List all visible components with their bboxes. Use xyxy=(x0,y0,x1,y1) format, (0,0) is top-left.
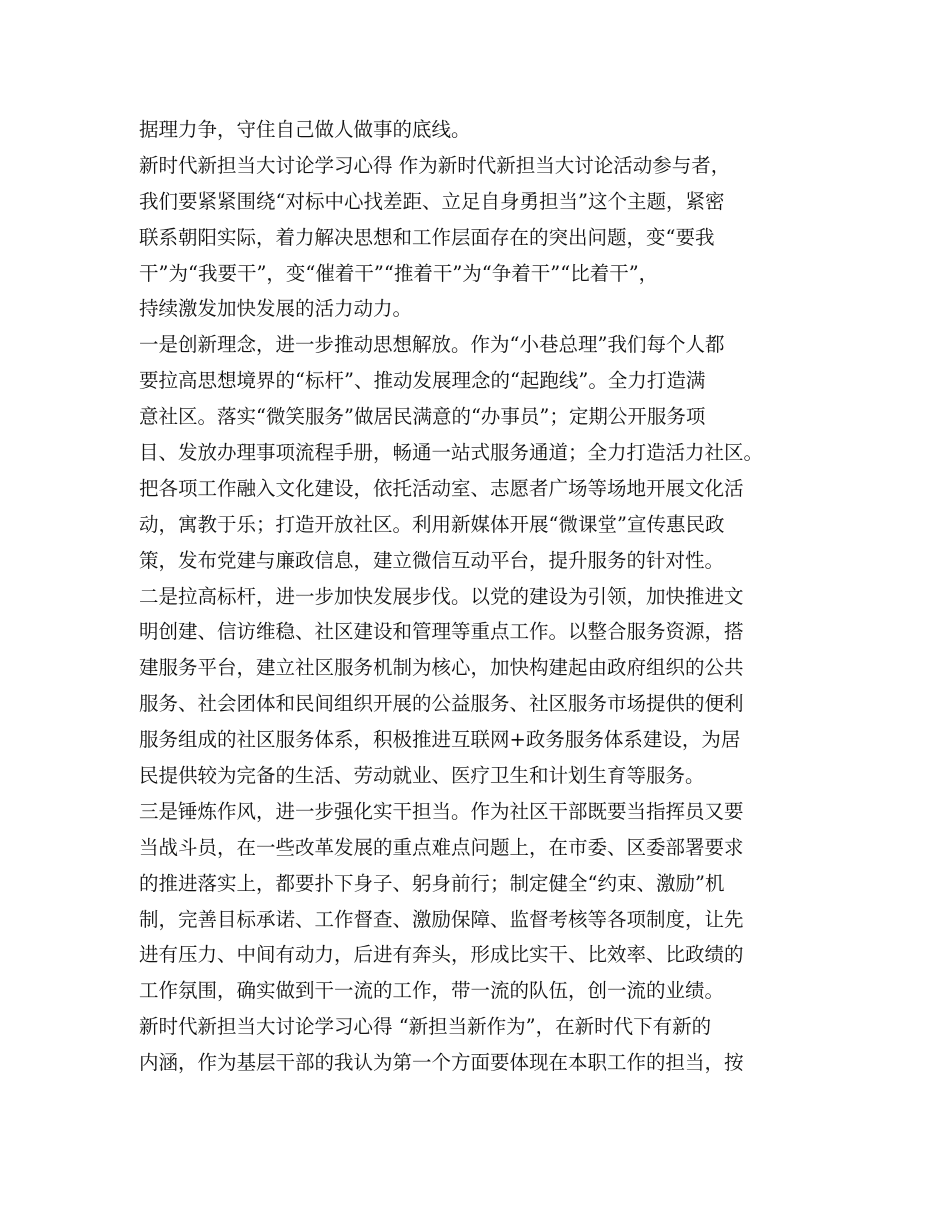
text-line: 二是拉高标杆，进一步加快发展步伐。以党的建设为引领，加快推进文 xyxy=(139,584,744,608)
text-line: 服务、社会团体和民间组织开展的公益服务、社区服务市场提供的便利 xyxy=(139,692,744,716)
text-line: 一是创新理念，进一步推动思想解放。作为“小巷总理”我们每个人都 xyxy=(139,333,725,357)
text-line: 策，发布党建与廉政信息，建立微信互动平台，提升服务的针对性。 xyxy=(139,548,725,572)
text-line: 的推进落实上，都要扑下身子、躬身前行；制定健全“约束、激励”机 xyxy=(139,871,725,895)
document-body xyxy=(139,112,829,1081)
text-line: 新时代新担当大讨论学习心得 “新担当新作为”，在新时代下有新的 xyxy=(139,1015,712,1039)
text-line: 我们要紧紧围绕“对标中心找差距、立足自身勇担当”这个主题，紧密 xyxy=(139,189,725,213)
text-line: 干”为“我要干”，变“催着干”“推着干”为“争着干”“比着干”， xyxy=(139,261,659,285)
text-line: 动，寓教于乐；打造开放社区。利用新媒体开展“微课堂”宣传惠民政 xyxy=(139,512,725,536)
text-line: 据理力争，守住自己做人做事的底线。 xyxy=(139,118,471,141)
text-line: 明创建、信访维稳、社区建设和管理等重点工作。以整合服务资源，搭 xyxy=(139,620,744,644)
text-line: 当战斗员，在一些改革发展的重点难点问题上，在市委、区委部署要求 xyxy=(139,835,744,859)
text-line: 持续激发加快发展的活力动力。 xyxy=(139,297,413,321)
text-line: 进有压力、中间有动力，后进有奔头，形成比实干、比效率、比政绩的 xyxy=(139,943,744,967)
text-line: 服务组成的社区服务体系，积极推进互联网+政务服务体系建设，为居 xyxy=(139,728,741,752)
text-line: 内涵，作为基层干部的我认为第一个方面要体现在本职工作的担当，按 xyxy=(139,1051,744,1075)
text-line: 把各项工作融入文化建设，依托活动室、志愿者广场等场地开展文化活 xyxy=(139,476,744,500)
text-line: 意社区。落实“微笑服务”做居民满意的“办事员”；定期公开服务项 xyxy=(139,405,706,429)
text-line: 民提供较为完备的生活、劳动就业、医疗卫生和计划生育等服务。 xyxy=(139,764,705,788)
text-line: 制，完善目标承诺、工作督查、激励保障、监督考核等各项制度，让先 xyxy=(139,907,744,931)
text-line: 三是锤炼作风，进一步强化实干担当。作为社区干部既要当指挥员又要 xyxy=(139,799,744,823)
text-line: 新时代新担当大讨论学习心得 作为新时代新担当大讨论活动参与者， xyxy=(139,153,731,177)
text-line: 工作氛围，确实做到干一流的工作，带一流的队伍，创一流的业绩。 xyxy=(139,979,725,1003)
text-line: 联系朝阳实际，着力解决思想和工作层面存在的突出问题，变“要我 xyxy=(139,225,715,249)
text-line: 要拉高思想境界的“标杆”、推动发展理念的“起跑线”。全力打造满 xyxy=(139,369,706,393)
text-line: 建服务平台，建立社区服务机制为核心，加快构建起由政府组织的公共 xyxy=(139,656,744,680)
text-line: 目、发放办理事项流程手册，畅通一站式服务通道；全力打造活力社区。 xyxy=(139,441,764,465)
